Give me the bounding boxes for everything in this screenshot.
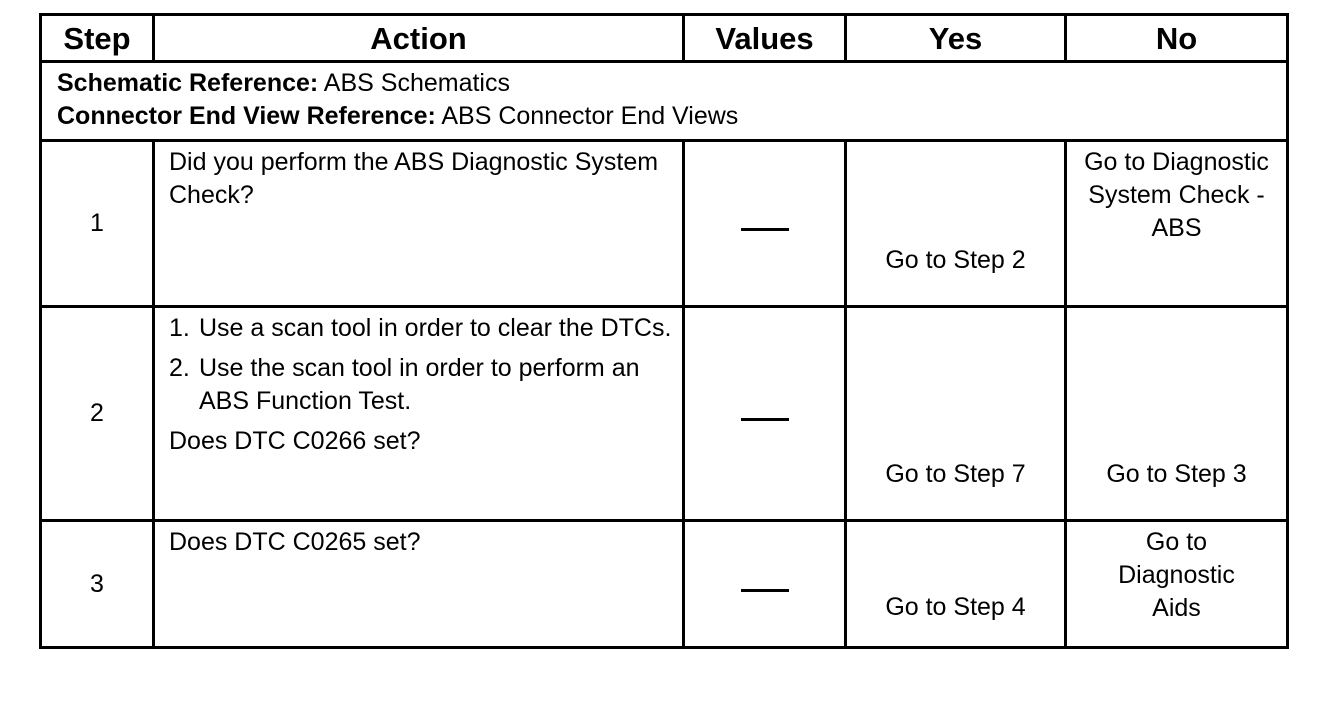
yes-text: Go to Step 7	[885, 460, 1026, 488]
header-row	[41, 15, 1288, 62]
dash-icon	[741, 418, 789, 421]
list-item	[169, 312, 672, 345]
action-question: Does DTC C0266 set?	[169, 427, 421, 455]
step-number: 1	[41, 141, 154, 307]
table-row	[41, 521, 1288, 648]
step-number: 3	[41, 521, 154, 648]
no-text: Go to Diagnostic System Check - ABS	[1084, 148, 1269, 242]
substep-text: Use a scan tool in order to clear the DTCs.	[199, 314, 672, 342]
yes-text: Go to Step 2	[885, 246, 1026, 274]
yes-cell	[846, 521, 1066, 648]
dash-icon	[741, 589, 789, 592]
no-text: Go to Step 3	[1106, 460, 1247, 488]
table-row	[41, 141, 1288, 307]
header-action: Action	[154, 15, 684, 62]
reference-row	[41, 62, 1288, 141]
schematic-reference-label: Schematic Reference:	[57, 69, 319, 97]
connector-reference	[57, 100, 1286, 133]
connector-reference-value: ABS Connector End Views	[435, 102, 739, 130]
no-cell	[1066, 141, 1288, 307]
table-row	[41, 307, 1288, 521]
yes-text: Go to Step 4	[885, 593, 1026, 621]
header-no: No	[1066, 15, 1288, 62]
action-text: Does DTC C0265 set?	[154, 521, 684, 648]
substep-number: 2.	[169, 354, 190, 382]
header-yes: Yes	[846, 15, 1066, 62]
yes-cell	[846, 307, 1066, 521]
substep-list	[169, 312, 672, 418]
diagnostic-table	[39, 13, 1289, 649]
yes-cell	[846, 141, 1066, 307]
list-item	[169, 352, 672, 418]
connector-reference-label: Connector End View Reference:	[57, 102, 436, 130]
header-values: Values	[684, 15, 846, 62]
no-cell	[1066, 307, 1288, 521]
no-cell	[1066, 521, 1288, 648]
header-step: Step	[41, 15, 154, 62]
values-cell	[684, 141, 846, 307]
reference-cell	[41, 62, 1288, 141]
action-text: Did you perform the ABS Diagnostic System Check?	[154, 141, 684, 307]
substep-number: 1.	[169, 314, 190, 342]
dash-icon	[741, 228, 789, 231]
values-cell	[684, 307, 846, 521]
step-number: 2	[41, 307, 154, 521]
schematic-reference-value: ABS Schematics	[318, 69, 510, 97]
substep-text: Use the scan tool in order to perform an ABS Function Test.	[199, 354, 640, 415]
values-cell	[684, 521, 846, 648]
schematic-reference	[57, 67, 1286, 100]
action-cell	[154, 307, 684, 521]
no-text: Go to Diagnostic Aids	[1118, 528, 1235, 622]
